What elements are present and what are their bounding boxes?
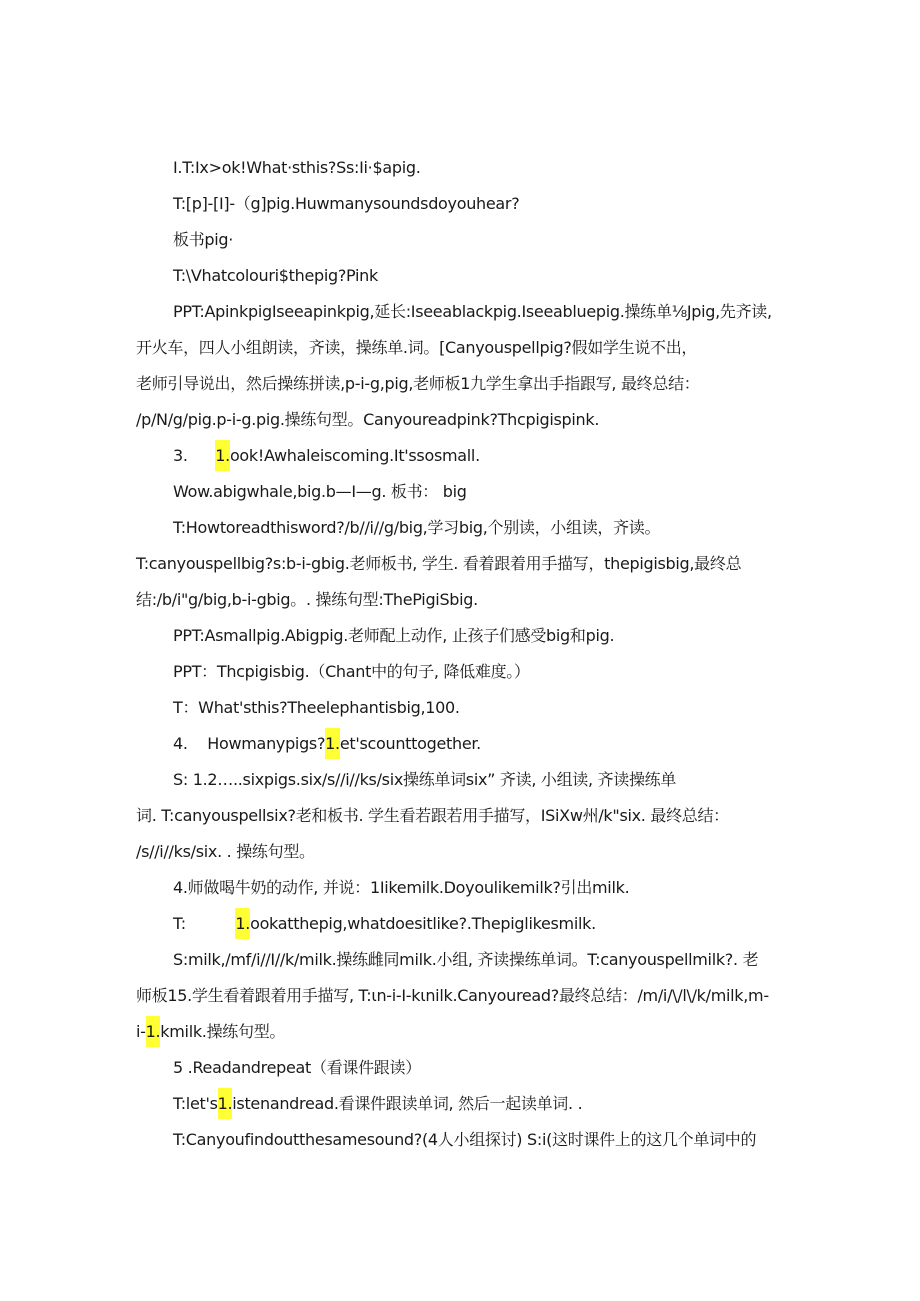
text-line: T:Canyoufindoutthesamesound?(4人小组探讨) S:i(这时课件上的这几个单词中的 [173, 1130, 757, 1149]
text-span: T: [173, 914, 186, 933]
text-line: 结:/b/i"g/big,b-i-gbig。. 操练句型:ThePigiSbig. [136, 590, 478, 609]
text-line: T：What'sthis?Theelephantisbig,100. [173, 698, 460, 717]
item-number: 3. [173, 446, 188, 465]
text-line: 板书pig· [173, 230, 234, 249]
highlight-mark: 1. [146, 1016, 161, 1047]
text-line: PPT:Asmallpig.Abigpig.老师配上动作, 止孩子们感受big和pig. [173, 626, 615, 645]
text-line: T:[p]-[I]-（g]pig.Huwmanysoundsdoyouhear? [173, 194, 520, 213]
text-span: istenandread.看课件跟读单词, 然后一起读单词. . [232, 1094, 583, 1113]
item-number: 4. [173, 734, 188, 753]
text-line-item-3 [173, 445, 480, 467]
text-span: i- [136, 1022, 146, 1041]
text-line: 词. T:canyouspellsix?老和板书. 学生看若跟若用手描写，ISiXw州/k"six. 最终总结： [136, 806, 729, 825]
text-line: S: 1.2…..sixpigs.six/s//i//ks/six操练单词six” 齐读, 小组读, 齐读操练单 [173, 770, 677, 789]
text-line: /s//i//ks/six. . 操练句型。 [136, 842, 315, 861]
highlight-mark: 1. [215, 440, 230, 471]
highlight-mark: 1. [218, 1088, 233, 1119]
text-line-teacher [173, 913, 596, 935]
text-line-item-4 [173, 733, 481, 755]
text-line: PPT:ApinkpigIseeapinkpig,延长:Iseeablackpig.Iseeabluepig.操练单⅛Jpig,先齐读, [173, 302, 772, 321]
text-line: T:Howtoreadthisword?/b//i//g/big,学习big,个别读，小组读，齐读。 [173, 518, 661, 537]
text-line [173, 1093, 582, 1115]
text-line: Wow.abigwhale,big.b—I—g. 板书： big [173, 482, 467, 501]
highlight-mark: 1. [325, 728, 340, 759]
text-line: 4.师做喝牛奶的动作, 并说：1Iikemilk.Doyoulikemilk?引出milk. [173, 878, 630, 897]
text-line: PPT：Thcpigisbig.（Chant中的句子, 降低难度。） [173, 662, 530, 681]
text-line: S:milk,/mf/i//I//k/milk.操练雌同milk.小组, 齐读操练单词。T:canyouspellmilk?. 老 [173, 950, 759, 969]
text-span: Howmanypigs? [207, 734, 326, 753]
text-line: 师板15.学生看着跟着用手描写, T:ιn-i-I-kιnilk.Canyouread?最终总结：/m/i/\/l\/k/milk,m- [136, 986, 769, 1005]
text-span: kmilk.操练句型。 [160, 1022, 286, 1041]
text-line: 老师引导说出，然后操练拼读,p-i-g,pig,老师板1九学生拿出手指跟写, 最终总结： [136, 374, 700, 393]
text-line: /p/N/g/pig.p-i-g.pig.操练句型。Canyoureadpink?Thcpigispink. [136, 410, 600, 429]
text-span: ook!Awhaleiscoming.It'ssosmall. [229, 446, 480, 465]
text-line: I.T:Ix>ok!What·sthis?Ss:Ii·$apig. [173, 158, 421, 177]
highlight-mark: 1. [235, 908, 250, 939]
text-line: 5 .Readandrepeat（看课件跟读） [173, 1058, 421, 1077]
text-span: et'scounttogether. [339, 734, 481, 753]
text-line [136, 1021, 285, 1043]
text-line: T:canyouspellbig?s:b-i-gbig.老师板书, 学生. 看着跟着用手描写，thepigisbig,最终总 [136, 554, 742, 573]
text-line: T:\Vhatcolouri$thepig?Pink [173, 266, 378, 285]
text-span: T:let's [173, 1094, 218, 1113]
text-span: ookatthepig,whatdoesitlike?.Thepiglikesmilk. [250, 914, 596, 933]
text-line: 开火车，四人小组朗读，齐读，操练单.词。[Canyouspellpig?假如学生说不出， [136, 338, 698, 357]
